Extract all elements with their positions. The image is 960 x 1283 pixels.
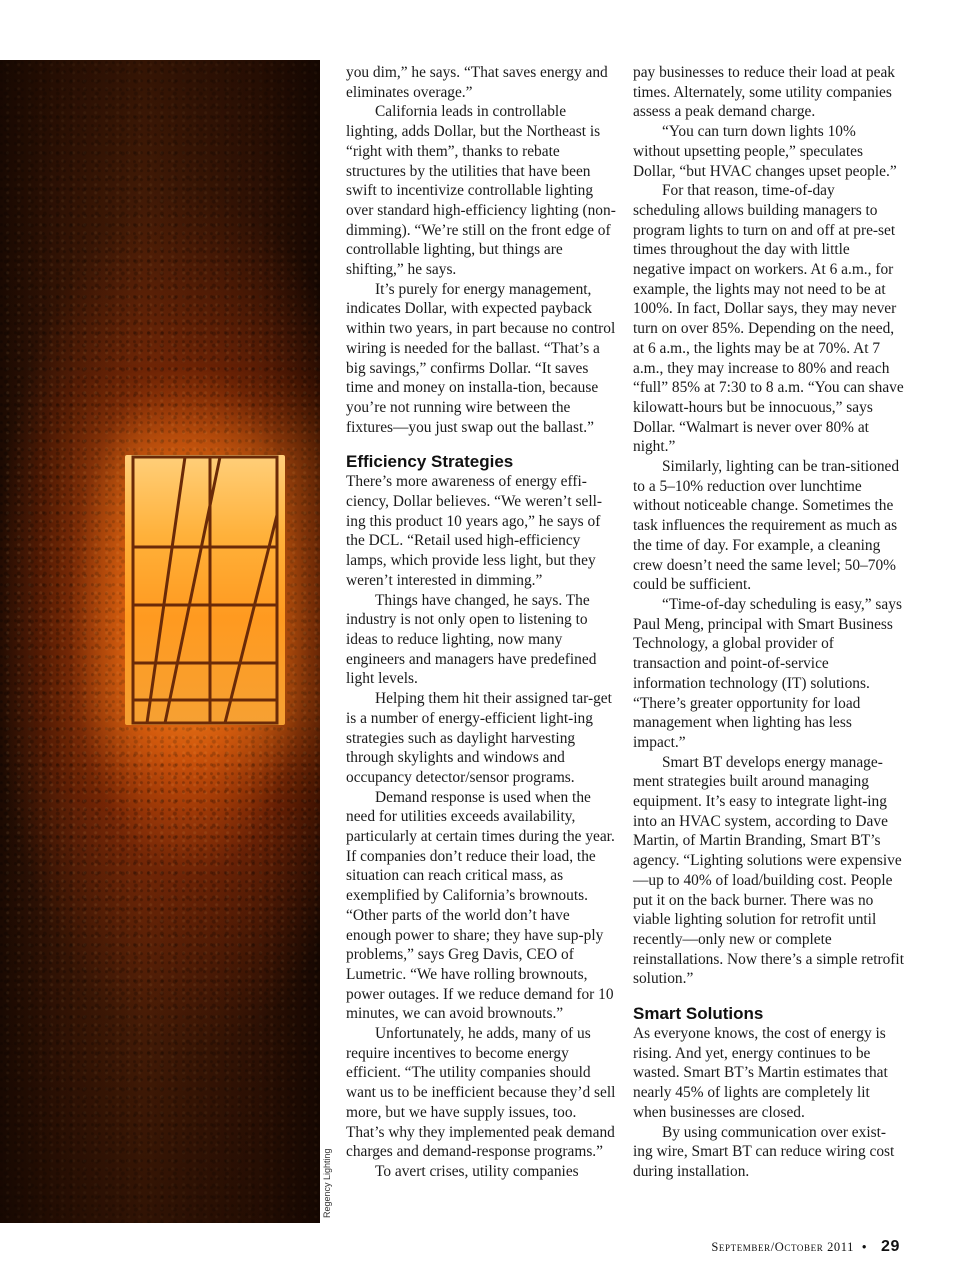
- section-heading-smart-solutions: Smart Solutions: [633, 1004, 764, 1024]
- paragraph: Smart BT develops energy manage-ment strategies built around managing equipment. It’s easy to integrate light-ing into an HVAC system, according to Dave Martin, of Martin Branding, Smart BT’s agency. “Lighting solutions were expensive—up to 40% of load/building cost. People put it on the back burner. There was no viable lighting solution for retrofit until recently—only new or complete reinstallations. Now there’s a simple retrofit solution.”: [633, 753, 904, 988]
- paragraph: As everyone knows, the cost of energy is rising. And yet, energy continues to be wasted. Smart BT’s Martin estimates that nearly 45% of lights are completely lit when businesses are closed.: [633, 1025, 888, 1121]
- paragraph: California leads in controllable lighting, adds Dollar, but the Northeast is “right with them”, thanks to rebate structures by the utilities that have been swift to incentivize controllable lighting over standard high-efficiency lighting (non-dimming). “We’re still on the front edge of controllable lighting, but things are shifting,” he says.: [346, 103, 616, 279]
- sconce-frame: [125, 455, 285, 725]
- paragraph: Demand response is used when the need for utilities exceeds availability, particularly at certain times during the year. If companies don’t reduce their load, the situation can reach critical mass, as exemplified by California’s brownouts. “Other parts of the world don’t have enough power to share; they have sup-ply problems,” says Greg Davis, CEO of Lumetric. “We have rolling brownouts, power outages. If we reduce demand for 10 minutes, we can avoid brownouts.”: [346, 788, 615, 1023]
- article-column-right: [633, 63, 905, 1182]
- paragraph: It’s purely for energy management, indicates Dollar, with expected payback within two years, in part because no control wiring is needed for the ballast. “That’s a big savings,” confirms Dollar. “It saves time and money on installa-tion, because you’re not running wire between the fixtures—you just swap out the ballast.”: [346, 280, 616, 436]
- photo-bottom-shade: [0, 803, 320, 1223]
- wall-sconce-lamp: [125, 455, 285, 725]
- paragraph: For that reason, time-of-day scheduling allows building managers to program lights to turn on and off at pre-set times throughout the day with little negative impact on workers. At 6 a.m., for example, the lights may not need to be at 100%. In fact, Dollar says, they may never turn on over 85%. Depending on the need, at 6 a.m., the lights may be at 70%. At 7 a.m., they may increase to 80% and reach “full” 85% at 7:30 to 8 a.m. “You can shave kilowatt-hours but be innocuous,” says Dollar. “Walmart is never over 80% at night.”: [633, 182, 904, 456]
- page-number: 29: [881, 1238, 900, 1255]
- sconce-photo: [0, 60, 320, 1223]
- footer-separator: •: [862, 1240, 867, 1254]
- page-footer: [711, 1238, 900, 1256]
- paragraph: Unfortunately, he adds, many of us require incentives to become energy efficient. “The utility companies should want us to be inefficient because they’d sell more, but we have supply issues, too. That’s why they implemented peak demand charges and demand-response programs.”: [346, 1025, 616, 1161]
- paragraph: Similarly, lighting can be tran-sitioned to a 5–10% reduction over lunchtime without noticeable change. Sometimes the task influences the requirement as much as the time of day. For example, a cleaning crew doesn’t need the same level; 50–70% could be sufficient.: [633, 458, 900, 594]
- paragraph: To avert crises, utility companies: [375, 1162, 579, 1180]
- photo-top-shade: [0, 60, 320, 440]
- section-heading-efficiency-strategies: Efficiency Strategies: [346, 452, 514, 472]
- paragraph: pay businesses to reduce their load at peak times. Alternately, some utility companies assess a peak demand charge.: [633, 64, 895, 121]
- paragraph: “Time-of-day scheduling is easy,” says Paul Meng, principal with Smart Business Technology, a global provider of transaction and point-of-service information technology (IT) solutions. “There’s greater opportunity for load management when lighting has less impact.”: [633, 595, 902, 751]
- paragraph: you dim,” he says. “That saves energy and eliminates overage.”: [346, 64, 608, 101]
- paragraph: “You can turn down lights 10% without upsetting people,” speculates Dollar, “but HVAC changes upset people.”: [633, 123, 897, 180]
- issue-date: September/October 2011: [711, 1240, 855, 1254]
- paragraph: Helping them hit their assigned tar-get is a number of energy-efficient light-ing strategies such as daylight harvesting through skylights and windows and occupancy detector/sensor programs.: [346, 690, 612, 786]
- article-column-left: [346, 63, 616, 1182]
- paragraph: By using communication over exist-ing wire, Smart BT can reduce wiring cost during installation.: [633, 1123, 895, 1180]
- photo-credit: Regency Lighting: [322, 1148, 332, 1218]
- paragraph: There’s more awareness of energy effi-ciency, Dollar believes. “We weren’t sell-ing this product 10 years ago,” he says of the DCL. “Retail used high-efficiency lamps, which provide less light, but they weren’t interested in dimming.”: [346, 473, 603, 589]
- paragraph: Things have changed, he says. The industry is not only open to listening to ideas to reduce lighting, now many engineers and managers have predefined light levels.: [346, 591, 597, 688]
